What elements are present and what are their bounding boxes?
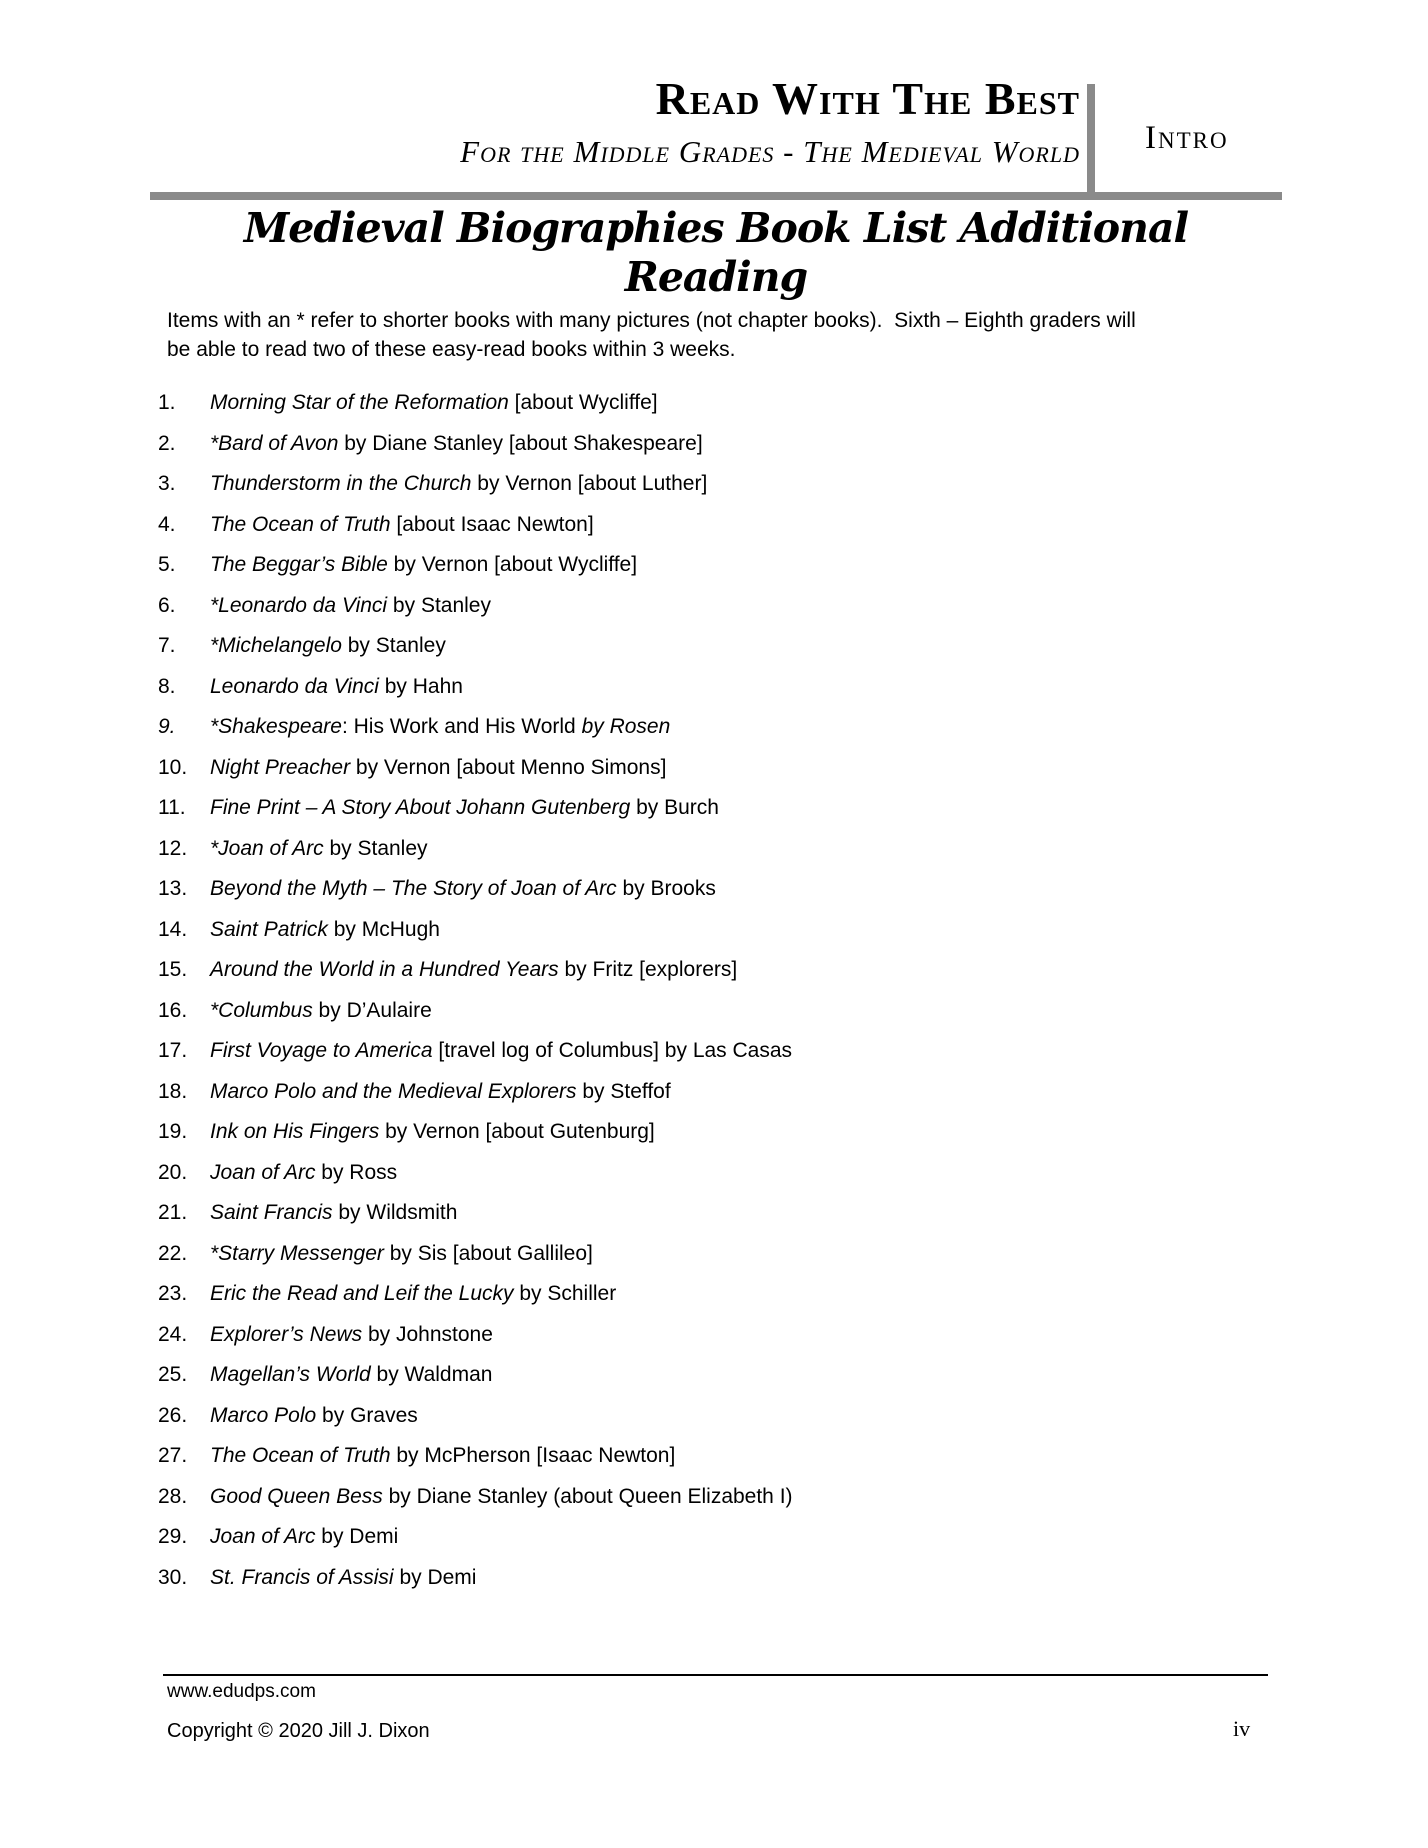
list-item-number: 24.: [158, 1322, 188, 1346]
list-item-text: Saint Patrick by McHugh: [210, 917, 440, 941]
list-item: [158, 594, 793, 618]
list-item-text: First Voyage to America [travel log of Columbus] by Las Casas: [210, 1039, 793, 1062]
list-item-text: *Leonardo da Vinci by Stanley: [210, 593, 491, 617]
list-item: [158, 1323, 793, 1347]
list-item-text: Thunderstorm in the Church by Vernon [about Luther]: [210, 472, 708, 495]
intro-paragraph: [167, 306, 1136, 364]
list-item-text: Good Queen Bess by Diane Stanley (about Queen Elizabeth I): [210, 1484, 793, 1508]
list-item-text: Leonardo da Vinci by Hahn: [210, 674, 463, 698]
list-item: [158, 1242, 793, 1266]
list-item: [158, 1201, 793, 1225]
section-tab-label: Intro: [1145, 120, 1229, 156]
header-rule: [150, 192, 1282, 200]
list-item-number: 14.: [158, 917, 188, 941]
list-item: [158, 1282, 793, 1306]
list-item-number: 15.: [158, 958, 188, 981]
list-item: [158, 837, 793, 861]
list-item-number: 12.: [158, 836, 188, 860]
list-item: [158, 877, 793, 901]
list-item-text: Magellan’s World by Waldman: [210, 1363, 493, 1386]
footer-rule: [163, 1674, 1268, 1676]
list-item-number: 18.: [158, 1079, 188, 1103]
list-item: [158, 918, 793, 942]
list-item-text: *Shakespeare: His Work and His World by Rosen: [210, 715, 671, 738]
list-item: [158, 715, 793, 739]
list-item-number: 19.: [158, 1120, 188, 1143]
list-item-text: Fine Print – A Story About Johann Gutenberg by Burch: [210, 796, 719, 819]
list-item-number: 17.: [158, 1039, 188, 1062]
list-item-text: Saint Francis by Wildsmith: [210, 1201, 458, 1224]
list-item: [158, 553, 793, 577]
list-item-number: 13.: [158, 877, 188, 900]
list-item-text: The Ocean of Truth by McPherson [Isaac Newton]: [210, 1444, 676, 1467]
list-item-text: *Columbus by D’Aulaire: [210, 998, 432, 1022]
list-item: [158, 756, 793, 780]
book-list: [158, 391, 793, 1606]
list-item: [158, 958, 793, 982]
list-item-text: *Joan of Arc by Stanley: [210, 836, 428, 860]
list-item-number: 29.: [158, 1525, 188, 1548]
list-item: [158, 999, 793, 1023]
list-item-text: The Ocean of Truth [about Isaac Newton]: [210, 512, 594, 536]
list-item-number: 25.: [158, 1363, 188, 1386]
list-item: [158, 1120, 793, 1144]
list-item-number: 9.: [158, 715, 176, 738]
brand-subtitle: For the Middle Grades - The Medieval World: [460, 134, 1080, 169]
page-title: Medieval Biographies Book List Additional Reading: [243, 204, 1189, 302]
list-item-number: 1.: [158, 391, 176, 414]
list-item: [158, 634, 793, 658]
list-item: [158, 432, 793, 456]
list-item-number: 30.: [158, 1565, 188, 1589]
intro-line-1: Items with an * refer to shorter books with many pictures (not chapter books). Sixth – Eighth graders will: [167, 309, 1136, 332]
list-item: [158, 391, 793, 415]
list-item-text: Beyond the Myth – The Story of Joan of Arc by Brooks: [210, 877, 716, 900]
list-item-number: 7.: [158, 634, 176, 657]
list-item-text: *Starry Messenger by Sis [about Gallileo]: [210, 1241, 593, 1265]
list-item-text: The Beggar’s Bible by Vernon [about Wycliffe]: [210, 553, 638, 576]
list-item-number: 10.: [158, 755, 188, 779]
list-item: [158, 1039, 793, 1063]
list-item-text: Joan of Arc by Demi: [210, 1525, 399, 1548]
page-number: iv: [1233, 1716, 1251, 1741]
list-item: [158, 1161, 793, 1185]
list-item-text: Ink on His Fingers by Vernon [about Gutenburg]: [210, 1120, 655, 1143]
intro-line-2: be able to read two of these easy-read books within 3 weeks.: [167, 338, 736, 361]
list-item-text: St. Francis of Assisi by Demi: [210, 1565, 477, 1589]
list-item: [158, 1404, 793, 1428]
list-item-text: Around the World in a Hundred Years by Fritz [explorers]: [210, 958, 738, 981]
list-item-number: 23.: [158, 1282, 188, 1305]
list-item: [158, 1566, 793, 1590]
list-item-number: 8.: [158, 674, 176, 698]
list-item-number: 20.: [158, 1160, 188, 1184]
list-item-text: Night Preacher by Vernon [about Menno Simons]: [210, 755, 667, 779]
list-item-text: *Bard of Avon by Diane Stanley [about Shakespeare]: [210, 431, 703, 455]
header-vertical-divider: [1087, 84, 1095, 200]
list-item: [158, 513, 793, 537]
list-item-number: 16.: [158, 998, 188, 1022]
list-item: [158, 796, 793, 820]
list-item-number: 2.: [158, 431, 176, 455]
list-item: [158, 1485, 793, 1509]
list-item: [158, 1363, 793, 1387]
list-item-text: *Michelangelo by Stanley: [210, 634, 446, 657]
list-item-number: 21.: [158, 1201, 188, 1224]
list-item-number: 6.: [158, 593, 176, 617]
list-item-number: 3.: [158, 472, 176, 495]
list-item-number: 28.: [158, 1484, 188, 1508]
list-item: [158, 1525, 793, 1549]
list-item-number: 4.: [158, 512, 176, 536]
list-item-number: 11.: [158, 796, 186, 819]
list-item: [158, 1444, 793, 1468]
list-item-number: 26.: [158, 1403, 188, 1427]
website-url: www.edudps.com: [167, 1681, 316, 1702]
list-item-text: Joan of Arc by Ross: [210, 1160, 398, 1184]
list-item-text: Morning Star of the Reformation [about Wycliffe]: [210, 391, 658, 414]
list-item-text: Explorer’s News by Johnstone: [210, 1322, 493, 1346]
list-item-text: Eric the Read and Leif the Lucky by Schiller: [210, 1282, 617, 1305]
list-item-number: 27.: [158, 1444, 188, 1467]
list-item: [158, 675, 793, 699]
list-item: [158, 1080, 793, 1104]
list-item: [158, 472, 793, 496]
brand-title: Read With The Best: [655, 73, 1080, 124]
copyright-text: Copyright © 2020 Jill J. Dixon: [167, 1720, 430, 1742]
brand-block: [460, 73, 1080, 169]
list-item-text: Marco Polo and the Medieval Explorers by Steffof: [210, 1079, 671, 1103]
list-item-number: 5.: [158, 553, 176, 576]
list-item-number: 22.: [158, 1241, 188, 1265]
list-item-text: Marco Polo by Graves: [210, 1403, 418, 1427]
